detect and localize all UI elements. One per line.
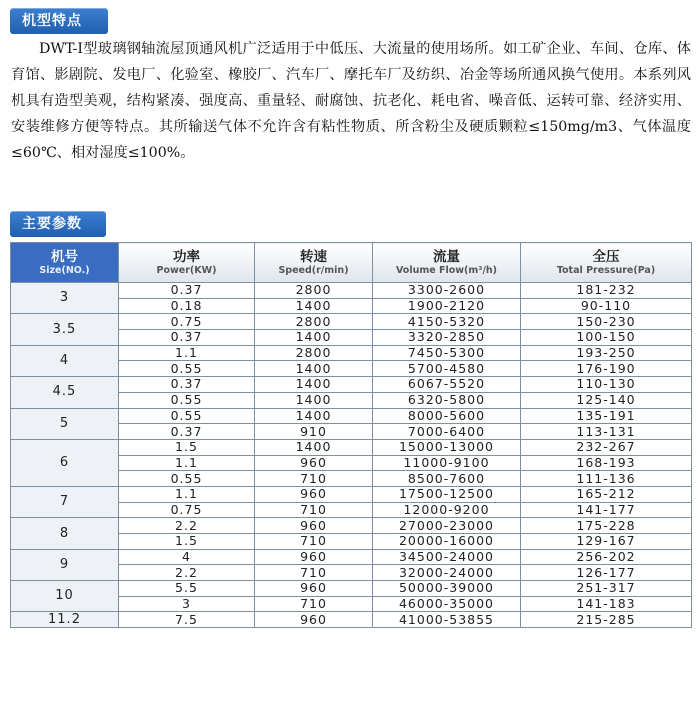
volume-flow-cell: 3320-2850 xyxy=(373,330,521,346)
speed-cell: 710 xyxy=(255,534,373,550)
volume-flow-cell: 27000-23000 xyxy=(373,518,521,534)
column-header-en: Speed(r/min) xyxy=(278,264,349,276)
speed-cell: 960 xyxy=(255,581,373,597)
volume-flow-cell: 4150-5320 xyxy=(373,314,521,330)
table-row xyxy=(11,486,692,502)
table-row xyxy=(11,377,692,393)
total-pressure-cell: 165-212 xyxy=(521,486,692,502)
column-header-en: Power(KW) xyxy=(156,264,217,276)
spec-table-header xyxy=(11,243,692,283)
speed-cell: 2800 xyxy=(255,283,373,299)
total-pressure-cell: 100-150 xyxy=(521,330,692,346)
power-cell: 0.37 xyxy=(119,424,255,440)
volume-flow-cell: 6320-5800 xyxy=(373,392,521,408)
power-cell: 4 xyxy=(119,549,255,565)
features-heading: 机型特点 xyxy=(10,8,108,34)
volume-flow-cell: 17500-12500 xyxy=(373,486,521,502)
table-row xyxy=(11,518,692,534)
size-cell: 5 xyxy=(11,408,119,439)
speed-cell: 710 xyxy=(255,596,373,612)
column-header-zh: 全压 xyxy=(592,248,620,265)
speed-cell: 1400 xyxy=(255,361,373,377)
total-pressure-cell: 193-250 xyxy=(521,345,692,361)
volume-flow-cell: 32000-24000 xyxy=(373,565,521,581)
speed-cell: 1400 xyxy=(255,330,373,346)
column-header-en: Size(NO.) xyxy=(39,264,90,276)
volume-flow-cell: 11000-9100 xyxy=(373,455,521,471)
total-pressure-cell: 215-285 xyxy=(521,612,692,628)
spec-table xyxy=(10,242,692,628)
table-row xyxy=(11,314,692,330)
power-cell: 2.2 xyxy=(119,565,255,581)
power-cell: 0.55 xyxy=(119,392,255,408)
column-header-zh: 转速 xyxy=(300,248,327,265)
column-header-en: Volume Flow(m³/h) xyxy=(395,264,498,276)
table-row xyxy=(11,283,692,299)
total-pressure-cell: 113-131 xyxy=(521,424,692,440)
column-header-en: Total Pressure(Pa) xyxy=(556,264,656,276)
features-text: DWT-I型玻璃钢轴流屋顶通风机广泛适用于中低压、大流量的使用场所。如工矿企业、车间、仓库、体育馆、影剧院、发电厂、化验室、橡胶厂、汽车厂、摩托车厂及纺织、冶金等场所通风换气使用。本系列风机具有造型美观，结构紧凑、强度高、重量轻、耐腐蚀、抗老化、耗电省、噪音低、运转可靠、经济实用、安装维修方便等特点。其所输送气体不允许含有粘性物质、所含粉尘及硬质颗粒≤150mg/m3、气体温度≤60℃、相对湿度≤100%。 xyxy=(11,41,691,161)
total-pressure-cell: 181-232 xyxy=(521,283,692,299)
speed-cell: 960 xyxy=(255,486,373,502)
total-pressure-cell: 125-140 xyxy=(521,392,692,408)
table-row xyxy=(11,612,692,628)
table-row xyxy=(11,408,692,424)
power-cell: 3 xyxy=(119,596,255,612)
size-cell: 6 xyxy=(11,439,119,486)
volume-flow-cell: 7000-6400 xyxy=(373,424,521,440)
speed-cell: 960 xyxy=(255,455,373,471)
column-header-speed xyxy=(255,243,373,283)
total-pressure-cell: 110-130 xyxy=(521,377,692,393)
power-cell: 7.5 xyxy=(119,612,255,628)
power-cell: 0.37 xyxy=(119,283,255,299)
total-pressure-cell: 135-191 xyxy=(521,408,692,424)
total-pressure-cell: 168-193 xyxy=(521,455,692,471)
total-pressure-cell: 90-110 xyxy=(521,298,692,314)
size-cell: 10 xyxy=(11,581,119,612)
total-pressure-cell: 111-136 xyxy=(521,471,692,487)
total-pressure-cell: 232-267 xyxy=(521,439,692,455)
power-cell: 0.75 xyxy=(119,502,255,518)
speed-cell: 910 xyxy=(255,424,373,440)
size-cell: 3.5 xyxy=(11,314,119,345)
size-cell: 3 xyxy=(11,283,119,314)
size-cell: 4.5 xyxy=(11,377,119,408)
total-pressure-cell: 129-167 xyxy=(521,534,692,550)
table-row xyxy=(11,439,692,455)
power-cell: 0.37 xyxy=(119,377,255,393)
total-pressure-cell: 176-190 xyxy=(521,361,692,377)
table-row xyxy=(11,345,692,361)
power-cell: 0.55 xyxy=(119,361,255,377)
speed-cell: 1400 xyxy=(255,408,373,424)
speed-cell: 1400 xyxy=(255,377,373,393)
speed-cell: 710 xyxy=(255,502,373,518)
volume-flow-cell: 46000-35000 xyxy=(373,596,521,612)
header-row xyxy=(11,243,692,283)
speed-cell: 960 xyxy=(255,612,373,628)
power-cell: 5.5 xyxy=(119,581,255,597)
size-cell: 9 xyxy=(11,549,119,580)
total-pressure-cell: 256-202 xyxy=(521,549,692,565)
speed-cell: 710 xyxy=(255,471,373,487)
power-cell: 1.1 xyxy=(119,455,255,471)
volume-flow-cell: 15000-13000 xyxy=(373,439,521,455)
total-pressure-cell: 141-183 xyxy=(521,596,692,612)
power-cell: 0.37 xyxy=(119,330,255,346)
volume-flow-cell: 34500-24000 xyxy=(373,549,521,565)
volume-flow-cell: 50000-39000 xyxy=(373,581,521,597)
speed-cell: 960 xyxy=(255,518,373,534)
size-cell: 8 xyxy=(11,518,119,549)
column-header-volume-flow xyxy=(373,243,521,283)
speed-cell: 1400 xyxy=(255,392,373,408)
params-heading: 主要参数 xyxy=(10,211,106,237)
power-cell: 1.1 xyxy=(119,486,255,502)
total-pressure-cell: 150-230 xyxy=(521,314,692,330)
column-header-zh: 功率 xyxy=(173,248,200,265)
total-pressure-cell: 175-228 xyxy=(521,518,692,534)
volume-flow-cell: 3300-2600 xyxy=(373,283,521,299)
power-cell: 0.55 xyxy=(119,408,255,424)
power-cell: 2.2 xyxy=(119,518,255,534)
power-cell: 0.75 xyxy=(119,314,255,330)
size-cell: 4 xyxy=(11,345,119,376)
volume-flow-cell: 1900-2120 xyxy=(373,298,521,314)
speed-cell: 1400 xyxy=(255,298,373,314)
size-cell: 11.2 xyxy=(11,612,119,628)
column-header-size xyxy=(11,243,119,283)
power-cell: 1.5 xyxy=(119,439,255,455)
total-pressure-cell: 251-317 xyxy=(521,581,692,597)
power-cell: 1.5 xyxy=(119,534,255,550)
total-pressure-cell: 126-177 xyxy=(521,565,692,581)
table-row xyxy=(11,549,692,565)
volume-flow-cell: 20000-16000 xyxy=(373,534,521,550)
volume-flow-cell: 8500-7600 xyxy=(373,471,521,487)
volume-flow-cell: 12000-9200 xyxy=(373,502,521,518)
speed-cell: 1400 xyxy=(255,439,373,455)
volume-flow-cell: 41000-53855 xyxy=(373,612,521,628)
volume-flow-cell: 8000-5600 xyxy=(373,408,521,424)
power-cell: 0.55 xyxy=(119,471,255,487)
column-header-zh: 流量 xyxy=(433,248,460,265)
power-cell: 1.1 xyxy=(119,345,255,361)
speed-cell: 2800 xyxy=(255,314,373,330)
size-cell: 7 xyxy=(11,486,119,517)
volume-flow-cell: 7450-5300 xyxy=(373,345,521,361)
total-pressure-cell: 141-177 xyxy=(521,502,692,518)
speed-cell: 2800 xyxy=(255,345,373,361)
speed-cell: 710 xyxy=(255,565,373,581)
table-row xyxy=(11,581,692,597)
volume-flow-cell: 6067-5520 xyxy=(373,377,521,393)
spec-table-body xyxy=(11,283,692,628)
speed-cell: 960 xyxy=(255,549,373,565)
column-header-power xyxy=(119,243,255,283)
volume-flow-cell: 5700-4580 xyxy=(373,361,521,377)
column-header-zh: 机号 xyxy=(51,248,78,265)
power-cell: 0.18 xyxy=(119,298,255,314)
column-header-total-pressure xyxy=(521,243,692,283)
